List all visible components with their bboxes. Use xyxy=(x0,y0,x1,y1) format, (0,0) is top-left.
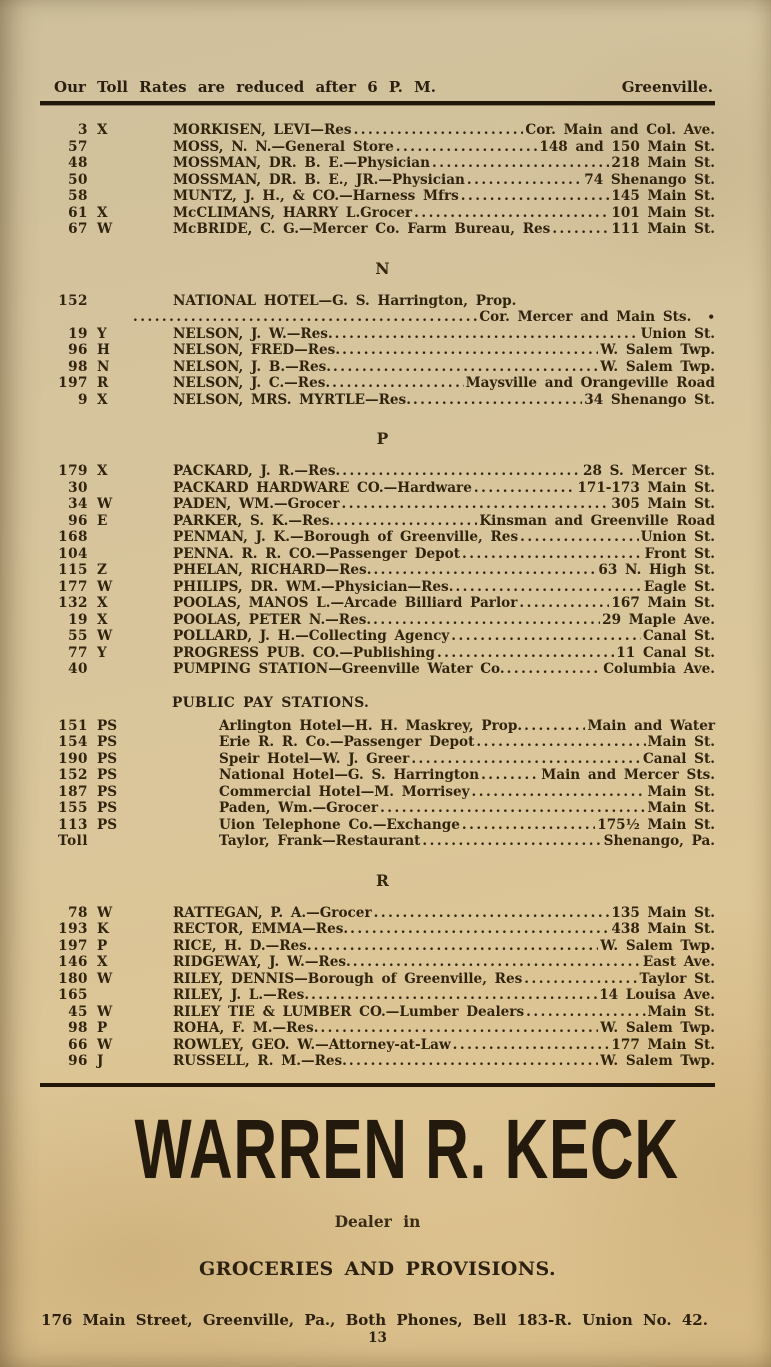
entry-code-letter: X xyxy=(97,204,108,221)
directory-row xyxy=(40,718,715,735)
entry-name: NATIONAL HOTEL—G. S. Harrington, Prop. xyxy=(173,292,517,309)
entry-address: Main St. xyxy=(647,734,715,750)
entry-name: Commercial Hotel—M. Morrisey xyxy=(219,783,470,800)
entry-code-letter: Z xyxy=(97,562,107,578)
dot-leader xyxy=(453,1037,610,1054)
entry-address: 34 Shenango St. xyxy=(584,391,715,408)
entry-name: PARKER, S. K.—Res. xyxy=(173,512,335,529)
entry-code-letter: W xyxy=(97,221,113,237)
directory-row xyxy=(40,375,715,392)
ad-divider-rule xyxy=(40,1083,715,1087)
entry-address: 28 S. Mercer St. xyxy=(583,463,715,479)
dot-leader xyxy=(524,971,637,988)
directory-row xyxy=(40,954,715,971)
entry-number: 154 xyxy=(58,734,88,750)
entry-address: Main and Mercer Sts. xyxy=(541,767,715,783)
directory-row xyxy=(40,1020,715,1037)
directory-row xyxy=(40,122,715,139)
directory-row xyxy=(40,529,715,546)
entry-name: MOSS, N. N.—General Store xyxy=(173,138,394,155)
dot-leader xyxy=(396,139,538,156)
dot-leader xyxy=(336,513,477,530)
entry-number: 155 xyxy=(58,800,88,816)
entry-code-letter: Y xyxy=(97,644,107,661)
entry-name: POOLAS, PETER N.—Res. xyxy=(173,611,372,628)
entry-number: 115 xyxy=(58,562,88,578)
entry-code-letter: PS xyxy=(97,783,118,800)
directory-row xyxy=(40,496,715,513)
entry-number: 104 xyxy=(58,545,88,562)
dot-leader xyxy=(335,326,639,343)
entry-number: 30 xyxy=(68,479,88,496)
dot-leader xyxy=(320,1020,598,1037)
entry-address: W. Salem Twp. xyxy=(600,937,715,954)
directory-section xyxy=(40,871,715,1070)
entry-number: 9 xyxy=(78,391,88,408)
entry-code-letter: W xyxy=(97,1036,113,1053)
entry-number: 113 xyxy=(58,816,88,833)
entry-number: 3 xyxy=(78,122,88,138)
entry-name: McCLIMANS, HARRY L.Grocer xyxy=(173,204,413,221)
entry-number: 165 xyxy=(58,987,88,1003)
entry-address: W. Salem Twp. xyxy=(600,1020,715,1036)
directory-row xyxy=(40,205,715,222)
entry-number: 197 xyxy=(58,375,88,391)
ad-subtitle: Dealer in xyxy=(334,1211,421,1231)
entry-number: 19 xyxy=(68,325,88,342)
entry-code-letter: PS xyxy=(97,750,118,767)
entry-number: 152 xyxy=(58,767,88,783)
directory-row xyxy=(40,767,715,784)
dot-leader xyxy=(526,1004,645,1021)
entry-address: 167 Main St. xyxy=(611,595,715,611)
entry-address: 14 Louisa Ave. xyxy=(599,987,715,1003)
entry-name: PADEN, WM.—Grocer xyxy=(173,496,340,512)
entry-name: RILEY, J. L.—Res. xyxy=(173,987,310,1003)
entry-code-letter: PS xyxy=(97,767,118,783)
dot-leader xyxy=(422,833,601,850)
entry-address: 101 Main St. xyxy=(611,204,715,221)
entry-code-letter: X xyxy=(97,595,108,611)
entry-code-letter: P xyxy=(97,1020,108,1036)
directory-row xyxy=(40,800,715,817)
entry-address: Maysville and Orangeville Road xyxy=(465,375,715,391)
entry-number: 61 xyxy=(68,204,88,221)
entry-number: 177 xyxy=(58,578,88,595)
dot-leader xyxy=(414,205,609,222)
entry-name: RILEY, DENNIS—Borough of Greenville, Res xyxy=(173,970,523,987)
dot-leader xyxy=(455,579,642,596)
dot-leader xyxy=(524,718,585,735)
entry-number: 66 xyxy=(68,1036,88,1053)
entry-address: Columbia Ave. xyxy=(603,661,715,677)
entry-number: 179 xyxy=(58,463,88,479)
directory-row xyxy=(40,751,715,768)
page-header xyxy=(40,0,715,96)
entry-name: NELSON, J. W.—Res. xyxy=(173,325,333,342)
dot-leader xyxy=(333,359,598,376)
entry-number: 40 xyxy=(68,661,88,677)
entry-number: 152 xyxy=(58,292,88,309)
entry-code-letter: PS xyxy=(97,800,118,816)
pay-stations-heading: PUBLIC PAY STATIONS. xyxy=(172,694,370,711)
entry-number: 146 xyxy=(58,954,88,970)
entry-address: 175½ Main St. xyxy=(597,816,715,833)
entry-code-letter: W xyxy=(97,970,113,987)
entry-name: RICE, H. D.—Res. xyxy=(173,937,312,954)
entry-name: RUSSELL, R. M.—Res. xyxy=(173,1053,347,1069)
entry-name: RATTEGAN, P. A.—Grocer xyxy=(173,904,372,921)
directory-row xyxy=(40,734,715,751)
entry-name: MORKISEN, LEVI—Res xyxy=(173,122,352,138)
section-letter: N xyxy=(375,258,390,278)
entry-code-letter: W xyxy=(97,904,113,921)
entry-name: PHELAN, RICHARD—Res. xyxy=(173,562,372,578)
entry-name: PENMAN, J. K.—Borough of Greenville, Res xyxy=(173,529,519,545)
entry-address: 148 and 150 Main St. xyxy=(539,138,715,155)
ad-category: GROCERIES AND PROVISIONS. xyxy=(199,1257,556,1280)
entry-name: RILEY TIE & LUMBER CO.—Lumber Dealers xyxy=(173,1003,525,1020)
entry-address: 438 Main St. xyxy=(611,921,715,937)
entry-address: 305 Main St. xyxy=(611,496,715,512)
entry-number: Toll xyxy=(58,833,88,849)
dot-leader xyxy=(481,767,539,784)
entry-name: Arlington Hotel—H. H. Maskrey, Prop. xyxy=(219,717,523,734)
entry-address: 63 N. High St. xyxy=(598,562,715,578)
entry-address: Union St. xyxy=(640,325,715,342)
entry-number: 187 xyxy=(58,783,88,800)
directory-row xyxy=(40,938,715,955)
directory-row xyxy=(40,905,715,922)
bullet-marker: • xyxy=(707,310,715,324)
entry-number: 78 xyxy=(68,904,88,921)
entry-number: 57 xyxy=(68,138,88,155)
directory-row xyxy=(40,480,715,497)
entry-name: MUNTZ, J. H., & CO.—Harness Mfrs xyxy=(173,188,459,204)
directory-row xyxy=(40,628,715,645)
entry-number: 77 xyxy=(68,644,88,661)
dot-leader xyxy=(472,784,646,801)
dot-leader xyxy=(374,905,610,922)
entry-number: 98 xyxy=(68,1020,88,1036)
entry-name: PROGRESS PUB. CO.—Publishing xyxy=(173,644,435,661)
entry-address: 177 Main St. xyxy=(611,1036,715,1053)
entry-number: 180 xyxy=(58,970,88,987)
entry-code-letter: R xyxy=(97,375,109,391)
entry-address: 145 Main St. xyxy=(611,188,715,204)
directory-row xyxy=(40,155,715,172)
dot-leader xyxy=(552,221,609,238)
entry-number: 151 xyxy=(58,717,88,734)
directory-row xyxy=(40,562,715,579)
directory-row xyxy=(40,1004,715,1021)
entry-number: 58 xyxy=(68,188,88,204)
entry-address: Taylor St. xyxy=(639,970,715,987)
dot-leader xyxy=(373,562,596,579)
directory-row xyxy=(40,139,715,156)
entry-name: NELSON, J. C.—Res. xyxy=(173,375,331,391)
dot-leader xyxy=(413,392,582,409)
directory-row xyxy=(40,392,715,409)
entry-code-letter: K xyxy=(97,921,109,937)
entry-name: ROWLEY, GEO. W.—Attorney-at-Law xyxy=(173,1036,451,1053)
directory-row xyxy=(40,1053,715,1070)
entry-name: NELSON, J. B.—Res. xyxy=(173,358,332,375)
directory-row xyxy=(40,221,715,238)
directory-row xyxy=(40,342,715,359)
entry-address: Front St. xyxy=(644,545,715,562)
dot-leader xyxy=(520,529,638,546)
entry-name: PACKARD HARDWARE CO.—Hardware xyxy=(173,479,472,496)
directory-row xyxy=(40,513,715,530)
header-rule xyxy=(40,101,715,105)
entry-address: Shenango, Pa. xyxy=(603,833,715,849)
entry-address: W. Salem Twp. xyxy=(600,358,715,375)
dot-leader xyxy=(519,595,609,612)
entry-number: 96 xyxy=(68,512,88,529)
dot-leader xyxy=(467,172,582,189)
directory-row xyxy=(40,579,715,596)
dot-leader xyxy=(476,734,645,751)
entry-number: 45 xyxy=(68,1003,88,1020)
entry-code-letter: X xyxy=(97,463,108,479)
dot-leader xyxy=(451,628,641,645)
dot-leader xyxy=(380,800,645,817)
entry-code-letter: W xyxy=(97,628,113,644)
dot-leader xyxy=(411,751,641,768)
entry-name: Erie R. R. Co.—Passenger Depot xyxy=(219,734,475,750)
entry-number: 168 xyxy=(58,529,88,545)
dot-leader xyxy=(350,921,609,938)
page-number: 13 xyxy=(368,1329,387,1346)
entry-code-letter: PS xyxy=(97,734,118,750)
entry-name: POLLARD, J. H.—Collecting Agency xyxy=(173,628,450,644)
dot-leader xyxy=(373,612,600,629)
entry-name: National Hotel—G. S. Harrington xyxy=(219,767,480,783)
header-right-text: Greenville. xyxy=(621,78,713,96)
entry-address: 111 Main St. xyxy=(611,221,715,237)
entry-code-letter: X xyxy=(97,391,108,408)
entry-name: Uion Telephone Co.—Exchange xyxy=(219,816,460,833)
entry-number: 96 xyxy=(68,342,88,358)
directory-row xyxy=(40,309,715,326)
dot-leader xyxy=(432,155,609,172)
entry-address: 29 Maple Ave. xyxy=(602,611,715,628)
section-letter: R xyxy=(376,870,389,890)
entry-address: W. Salem Twp. xyxy=(600,1053,715,1069)
entry-number: 96 xyxy=(68,1053,88,1069)
entry-number: 132 xyxy=(58,595,88,611)
dot-leader xyxy=(133,309,477,326)
entry-name: MOSSMAN, DR. B. E., JR.—Physician xyxy=(173,171,465,188)
entry-code-letter: W xyxy=(97,496,113,512)
entry-address: 171-173 Main St. xyxy=(577,479,715,496)
entry-name: Paden, Wm.—Grocer xyxy=(219,800,379,816)
dot-leader xyxy=(437,645,614,662)
entry-name: NELSON, MRS. MYRTLE—Res. xyxy=(173,391,411,408)
ad-title: WARREN R. KECK xyxy=(134,1101,679,1196)
dot-leader xyxy=(353,954,641,971)
entry-name: PACKARD, J. R.—Res. xyxy=(173,463,341,479)
entry-code-letter: J xyxy=(97,1053,104,1069)
entry-code-letter: W xyxy=(97,1003,113,1020)
directory-row xyxy=(40,172,715,189)
entry-name: Taylor, Frank—Restaurant xyxy=(219,833,421,849)
dot-leader xyxy=(462,817,595,834)
directory-section xyxy=(40,259,715,409)
entry-address: Eagle St. xyxy=(643,578,715,595)
entry-number: 48 xyxy=(68,155,88,171)
dot-leader xyxy=(349,1053,598,1070)
entry-code-letter: W xyxy=(97,578,113,595)
entry-number: 50 xyxy=(68,171,88,188)
directory-row xyxy=(40,546,715,563)
entry-address: Main and Water xyxy=(587,717,715,734)
directory-section xyxy=(40,695,715,850)
entry-address: Cor. Main and Col. Ave. xyxy=(525,122,715,138)
entry-address: 74 Shenango St. xyxy=(584,171,715,188)
entry-address: W. Salem Twp. xyxy=(600,342,715,358)
directory-row xyxy=(40,833,715,850)
entry-name: McBRIDE, C. G.—Mercer Co. Farm Bureau, Res xyxy=(173,221,551,237)
entry-name: NELSON, FRED—Res. xyxy=(173,342,341,358)
entry-address: 11 Canal St. xyxy=(616,644,715,661)
directory-section xyxy=(40,122,715,238)
entry-address: Cor. Mercer and Main Sts. xyxy=(479,309,692,325)
entry-code-letter: Y xyxy=(97,325,107,342)
entry-number: 193 xyxy=(58,921,88,937)
entry-name: Speir Hotel—W. J. Greer xyxy=(219,750,410,767)
entry-code-letter: PS xyxy=(97,816,118,833)
entry-name: RECTOR, EMMA—Res. xyxy=(173,921,349,937)
dot-leader xyxy=(311,987,597,1004)
directory-row xyxy=(40,921,715,938)
dot-leader xyxy=(314,938,599,955)
directory-row xyxy=(40,971,715,988)
directory-row xyxy=(40,612,715,629)
entry-number: 98 xyxy=(68,358,88,375)
directory-row xyxy=(40,463,715,480)
dot-leader xyxy=(342,342,598,359)
entry-name: PUMPING STATION—Greenville Water Co. xyxy=(173,661,505,677)
entry-name: MOSSMAN, DR. B. E.—Physician xyxy=(173,155,430,171)
dot-leader xyxy=(354,122,524,139)
header-left-text: Our Toll Rates are reduced after 6 P. M. xyxy=(54,78,436,96)
dot-leader xyxy=(507,661,602,678)
entry-address: 135 Main St. xyxy=(611,904,715,921)
entry-address: Main St. xyxy=(647,783,715,800)
entry-code-letter: X xyxy=(97,954,108,970)
entry-code-letter: H xyxy=(97,342,110,358)
entry-address: Main St. xyxy=(647,1003,715,1020)
entry-address: Canal St. xyxy=(642,628,715,644)
entry-name: PHILIPS, DR. WM.—Physician—Res. xyxy=(173,578,454,595)
entry-code-letter: X xyxy=(97,611,108,628)
entry-number: 190 xyxy=(58,750,88,767)
directory-row xyxy=(40,987,715,1004)
directory-row xyxy=(40,661,715,678)
entry-number: 55 xyxy=(68,628,88,644)
dot-leader xyxy=(332,375,463,392)
dot-leader xyxy=(342,496,610,513)
directory-row xyxy=(40,645,715,662)
directory-row xyxy=(40,359,715,376)
directory-row xyxy=(40,326,715,343)
entry-number: 19 xyxy=(68,611,88,628)
entry-code-letter: PS xyxy=(97,717,118,734)
directory-row xyxy=(40,817,715,834)
dot-leader xyxy=(342,463,581,480)
entry-address: Union St. xyxy=(640,529,715,545)
dot-leader xyxy=(474,480,576,497)
entry-code-letter: P xyxy=(97,937,108,954)
directory-row xyxy=(40,293,715,310)
entry-number: 197 xyxy=(58,937,88,954)
dot-leader xyxy=(461,188,610,205)
directory-row xyxy=(40,1037,715,1054)
entry-name: PENNA. R. R. CO.—Passenger Depot xyxy=(173,545,461,562)
directory-sections xyxy=(40,122,715,1070)
entry-name: RIDGEWAY, J. W.—Res. xyxy=(173,954,351,970)
entry-code-letter: N xyxy=(97,358,110,375)
directory-row xyxy=(40,595,715,612)
entry-code-letter: X xyxy=(97,122,108,138)
entry-address: Canal St. xyxy=(642,750,715,767)
entry-name: ROHA, F. M.—Res. xyxy=(173,1020,319,1036)
entry-address: 218 Main St. xyxy=(611,155,715,171)
entry-address: Kinsman and Greenville Road xyxy=(479,512,715,529)
entry-code-letter: E xyxy=(97,512,108,529)
entry-name: POOLAS, MANOS L.—Arcade Billiard Parlor xyxy=(173,595,518,611)
directory-row xyxy=(40,784,715,801)
directory-row xyxy=(40,188,715,205)
dot-leader xyxy=(462,546,643,563)
directory-section xyxy=(40,429,715,678)
entry-number: 34 xyxy=(68,496,88,512)
section-letter: P xyxy=(376,429,389,448)
footer-address: 176 Main Street, Greenville, Pa., Both Phones, Bell 183-R. Union No. 42. xyxy=(41,1310,708,1329)
entry-address: East Ave. xyxy=(642,954,715,970)
entry-number: 67 xyxy=(68,221,88,237)
entry-address: Main St. xyxy=(647,800,715,816)
